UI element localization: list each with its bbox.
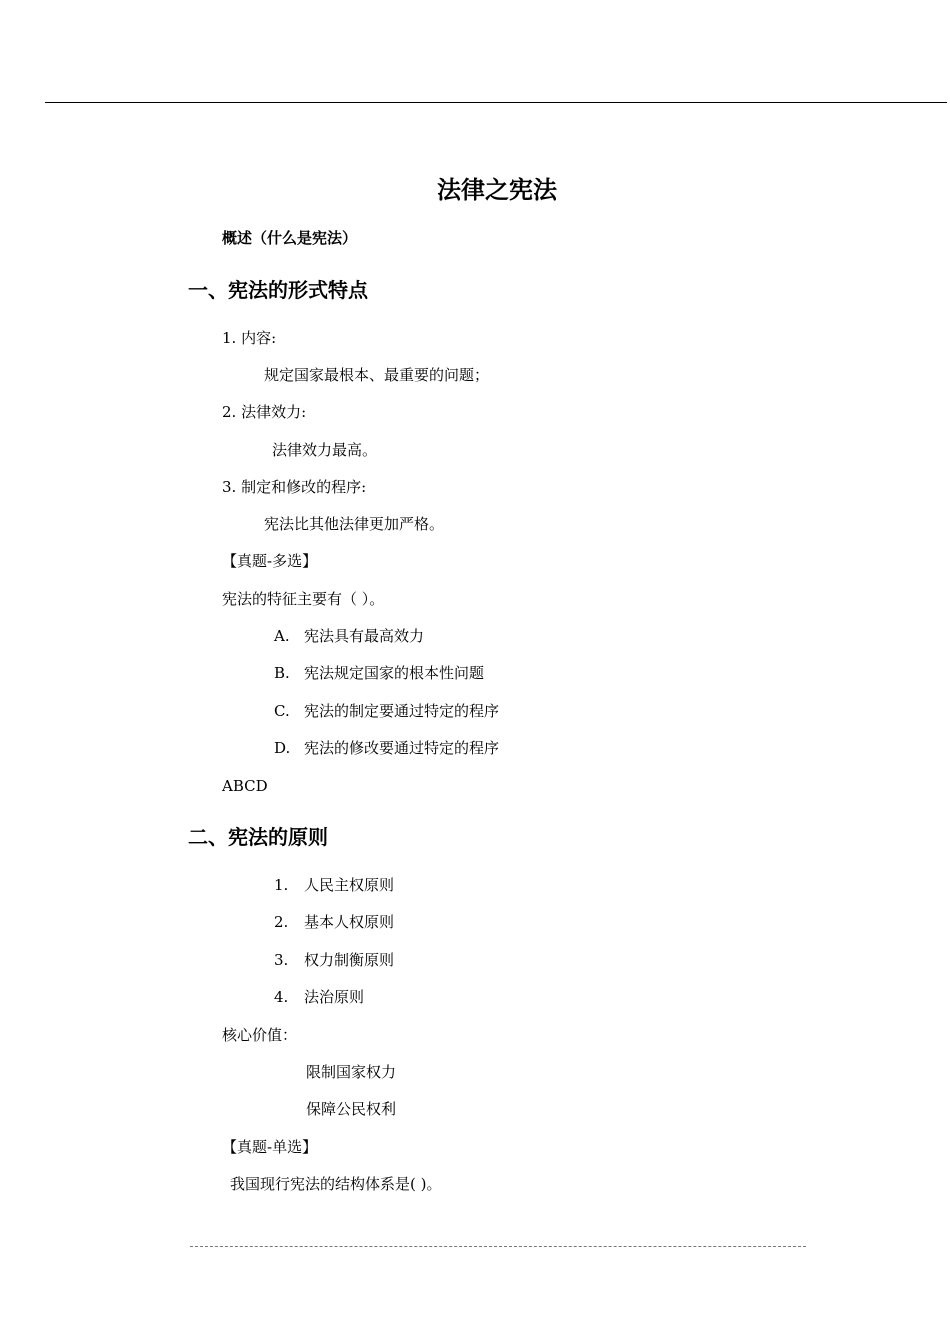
question1-tag: 【真题-多选】 [222,552,318,570]
option-b [274,666,484,681]
option-key: A. [274,627,290,645]
item3-label: 3. 制定和修改的程序: [222,478,367,496]
principle-key: 2. [274,913,289,931]
option-a [274,629,424,644]
header-rule [45,102,947,103]
principle-item [274,953,394,968]
principle-text: 基本人权原则 [304,913,395,931]
question1-text: 宪法的特征主要有（ ）。 [222,590,385,608]
principle-text: 法治原则 [304,988,365,1006]
principle-key: 3. [274,951,289,969]
core-values-label: 核心价值： [222,1026,298,1044]
principle-item [274,878,394,893]
option-key: B. [274,664,290,682]
option-text: 宪法规定国家的根本性问题 [304,664,485,682]
option-c [274,704,499,719]
principle-item [274,990,364,1005]
core-value-item: 保障公民权利 [306,1100,397,1118]
section1-heading: 一、宪法的形式特点 [188,278,368,302]
option-text: 宪法的修改要通过特定的程序 [304,739,500,757]
footer-rule [190,1246,806,1247]
option-key: C. [274,702,290,720]
principle-key: 1. [274,876,289,894]
overview-subtitle: 概述（什么是宪法） [222,229,358,247]
principle-text: 权力制衡原则 [304,951,395,969]
option-text: 宪法具有最高效力 [304,627,425,645]
question1-answer: ABCD [222,777,268,795]
question2-text: 我国现行宪法的结构体系是( )。 [230,1175,442,1193]
principle-item [274,915,394,930]
item1-label: 1. 内容: [222,329,277,347]
section2-heading: 二、宪法的原则 [188,825,328,849]
item1-text: 规定国家最根本、最重要的问题； [264,366,490,384]
option-text: 宪法的制定要通过特定的程序 [304,702,500,720]
option-d [274,741,499,756]
document-title: 法律之宪法 [437,176,557,204]
item3-text: 宪法比其他法律更加严格。 [264,515,445,533]
question2-tag: 【真题-单选】 [222,1138,318,1156]
option-key: D. [274,739,291,757]
principle-key: 4. [274,988,289,1006]
item2-label: 2. 法律效力: [222,403,307,421]
item2-text: 法律效力最高。 [272,441,378,459]
core-value-item: 限制国家权力 [306,1063,397,1081]
principle-text: 人民主权原则 [304,876,395,894]
